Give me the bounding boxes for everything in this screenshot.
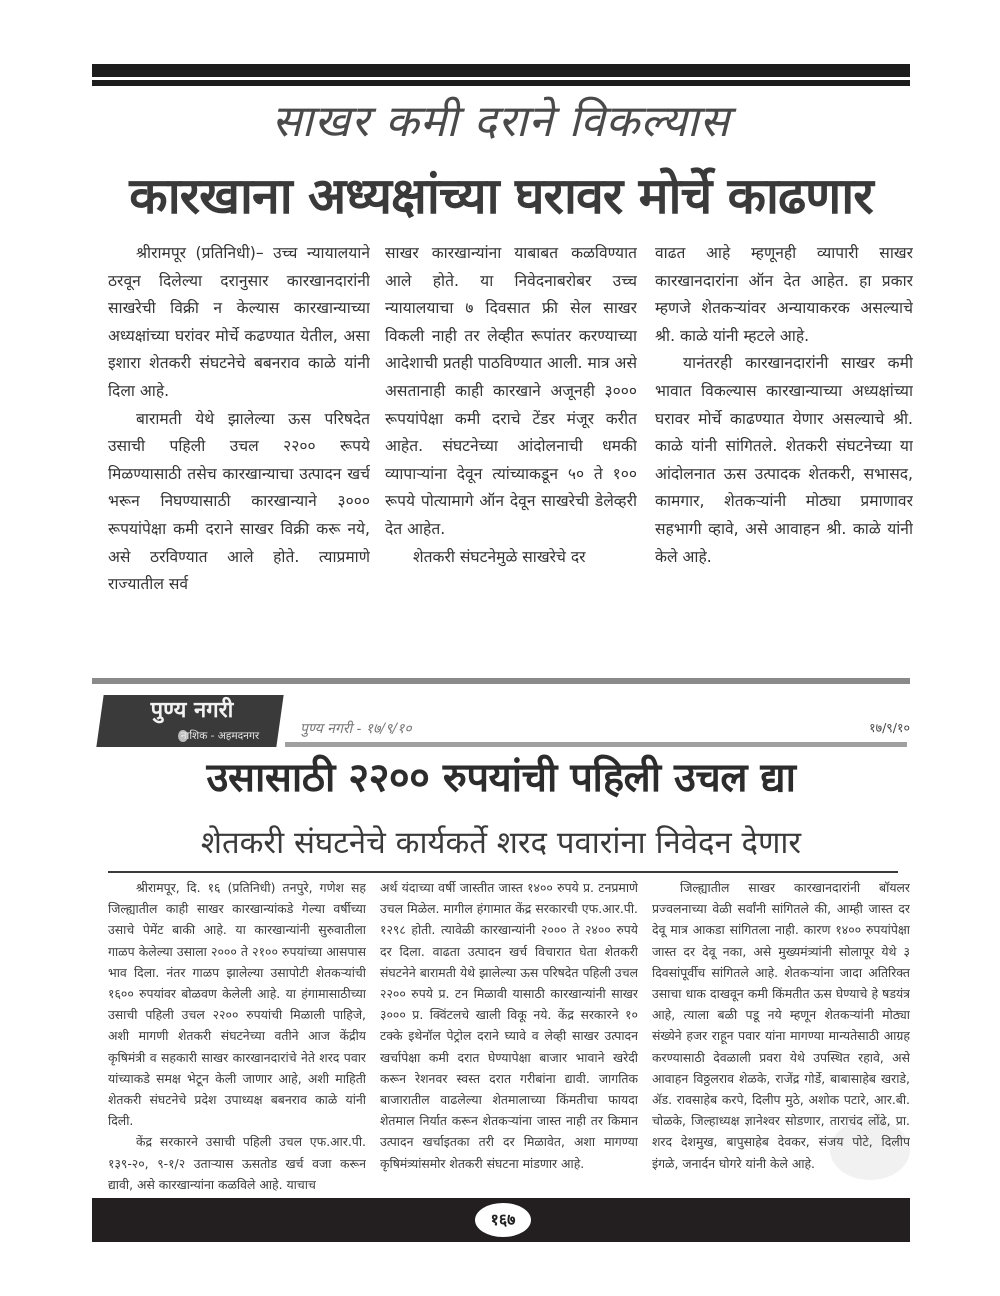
article1-headline: कारखाना अध्यक्षांच्या घरावर मोर्चे काढणार (129, 167, 873, 225)
paragraph: वाढत आहे म्हणूनही व्यापारी साखर कारखानदारांना ऑन देत आहेत. हा प्रकार म्हणजे शेतकऱ्यांवर अन्यायाकरक असल्याचे श्री. काळे यांनी म्हटले आहे. (655, 244, 913, 345)
top-rule-thin (92, 80, 910, 86)
article1-column-2 (385, 240, 637, 670)
article2-column-1 (108, 877, 366, 1195)
paragraph: बारामती येथे झालेल्या ऊस परिषदेत उसाची पहिली उचल २२०० रूपये मिळण्यासाठी तसेच कारखान्याचा उत्पादन खर्च भरून निघण्यासाठी कारखान्याने ३००० रूपयांपेक्षा कमी दराने साखर विक्री करू नये, असे ठरविण्यात आले होते. त्याप्रमाणे राज्यातील सर्व (108, 409, 370, 594)
paragraph: साखर कारखान्यांना याबाबत कळविण्यात आले होते. या निवेदनाबरोबर उच्च न्यायालयाचा ७ दिवसात फ्री सेल साखर विकली नाही तर लेव्हीत रूपांतर करण्याच्या आदेशाची प्रतही पाठविण्यात आली. मात्र असे असतानाही काही कारखाने अजूनही ३००० रूपयांपेक्षा कमी दराचे टेंडर मंजूर करीत आहेत. संघटनेच्या आंदोलनाची धमकी व्यापाऱ्यांना देवून त्यांच्याकडून ५० ते १०० रूपये पोत्यामागे ऑन देवून साखरेची डेलेव्हरी देत आहेत. (385, 244, 637, 538)
page-number: १६७ (475, 1203, 531, 1237)
paragraph: यानंतरही कारखानदारांनी साखर कमी भावात विकल्यास कारखान्याच्या अध्यक्षांच्या घरावर मोर्चे काढण्यात येणार असल्याचे श्री. काळे यांनी सांगितले. शेतकरी संघटनेच्या या आंदोलनात ऊस उत्पादक शेतकरी, सभासद, कामगार, शेतकऱ्यांनी मोठ्या प्रमाणावर सहभागी व्हावे, असे आवाहन श्री. काळे यांनी केले आहे. (655, 354, 913, 566)
paragraph: जिल्ह्यातील साखर कारखानदारांनी बॉयलर प्रज्वलनाच्या वेळी सर्वांनी सांगितले की, आम्ही जास्त दर देवू मात्र आकडा सांगितला नाही. कारण १४०० रुपयांपेक्षा जास्त दर देवू नका, असे मुख्यमंत्र्यांनी सोलापूर येथे ३ दिवसांपूर्वीच सांगितले आहे. शेतकऱ्यांना जादा अतिरिक्त उसाचा धाक दाखवून कमी किंमतीत ऊस घेण्याचे हे षडयंत्र आहे, त्याला बळी पडू नये म्हणून शेतकऱ्यांनी मोठ्या संख्येने हजर राहून पवार यांना मागण्या मान्यतेसाठी आग्रह करण्यासाठी देवळाली प्रवरा येथे उपस्थित रहावे, असे आवाहन विठ्ठलराव शेळके, राजेंद्र गोर्डे, बाबासाहेब खराडे, ॲड. रावसाहेब करपे, दिलीप मुठे, अशोक पटारे, आर.बी. चोळके, जिल्हाध्यक्ष ज्ञानेश्वर सोडणार, ताराचंद लोंढे, प्रा. शरद देशमुख, बापुसाहेब देवकर, संजय पोटे, दिलीप इंगळे, जनार्दन घोगरे यांनी केले आहे. (652, 880, 910, 1171)
paragraph: श्रीरामपूर, दि. १६ (प्रतिनिधी) तनपुरे, गणेश सह जिल्ह्यातील काही साखर कारखान्यांकडे गेल्या वर्षीच्या उसाचे पेमेंट बाकी आहे. या कारखान्यांनी सुरुवातीला गाळप केलेल्या उसाला २००० ते २१०० रुपयांच्या आसपास भाव दिला. नंतर गाळप झालेल्या उसापोटी शेतकऱ्यांची १६०० रुपयांवर बोळवण केलेली आहे. या हंगामासाठीच्या उसाची पहिली उचल २२०० रुपयांची मिळाली पाहिजे, अशी मागणी शेतकरी संघटनेच्या वतीने आज केंद्रीय कृषिमंत्री व सहकारी साखर कारखानदारांचे नेते शरद पवार यांच्याकडे समक्ष भेटून केली जाणार आहे, अशी माहिती शेतकरी संघटनेचे प्रदेश उपाध्यक्ष बबनराव काळे यांनी दिली. (108, 880, 366, 1129)
subheadline-underline (108, 871, 898, 873)
article-divider (92, 678, 910, 684)
article1-kicker: साखर कमी दराने विकल्यास (271, 96, 731, 147)
publication-date: १७/९/१० (869, 720, 910, 735)
article1-column-3 (655, 240, 913, 670)
article1-column-1 (108, 240, 370, 670)
paragraph: अर्थ यंदाच्या वर्षी जास्तीत जास्त १४०० रुपये प्र. टनप्रमाणे उचल मिळेल. मागील हंगामात केंद्र सरकारची एफ.आर.पी. १२९८ होती. त्यावेळी कारखान्यांनी २००० ते २४०० रुपये दर दिला. वाढता उत्पादन खर्च विचारात घेता शेतकरी संघटनेने बारामती येथे झालेल्या ऊस परिषदेत पहिली उचल २२०० रुपये प्र. टन मिळावी यासाठी कारखान्यांनी साखर ३००० प्र. क्विंटलचे खाली विकू नये. केंद्र सरकारने १० टक्के इथेनॉल पेट्रोल दराने घ्यावे व लेव्ही साखर उत्पादन खर्चापेक्षा कमी दरात घेण्यापेक्षा बाजार भावाने खरेदी करून रेशनवर स्वस्त दरात गरीबांना द्यावी. जागतिक बाजारातील वाढलेल्या शेतमालाच्या किंमतीचा फायदा शेतमाल निर्यात करून शेतकऱ्यांना जास्त नाही तर किमान उत्पादन खर्चाइतका तरी दर मिळावेत, अशा मागण्या कृषिमंत्र्यांसमोर शेतकरी संघटना मांडणार आहे. (380, 880, 638, 1171)
newspaper-edition: नाशिक - अहमदनगर (180, 730, 260, 742)
top-rule-thick (92, 64, 910, 77)
article2-subheadline: शेतकरी संघटनेचे कार्यकर्ते शरद पवारांना निवेदन देणार (200, 825, 802, 861)
masthead-rule (285, 742, 907, 747)
paragraph: श्रीरामपूर (प्रतिनिधी)– उच्च न्यायालयाने ठरवून दिलेल्या दरानुसार कारखानदारांनी साखरेची विक्री न केल्यास कारखान्याच्या अध्यक्षांच्या घरांवर मोर्चे कढण्यात येतील, असा इशारा शेतकरी संघटनेचे बबनराव काळे यांनी दिला आहे. (108, 244, 370, 400)
handwritten-note: पुण्य नगरी - १७/९/१० (300, 721, 412, 737)
newspaper-logo-name: पुण्य नगरी (150, 698, 234, 723)
paragraph: केंद्र सरकारने उसाची पहिली उचल एफ.आर.पी. १३९-२०, ९-१/२ उताऱ्यास ऊसतोड खर्च वजा करून द्यावी, असे कारखान्यांना कळविले आहे. याचाच (108, 1134, 366, 1192)
article2-headline: उसासाठी २२०० रुपयांची पहिली उचल द्या (206, 755, 796, 801)
scan-smudge (830, 1120, 910, 1180)
paragraph: शेतकरी संघटनेमुळे साखरेचे दर (413, 547, 586, 566)
article2-column-2 (380, 877, 638, 1195)
